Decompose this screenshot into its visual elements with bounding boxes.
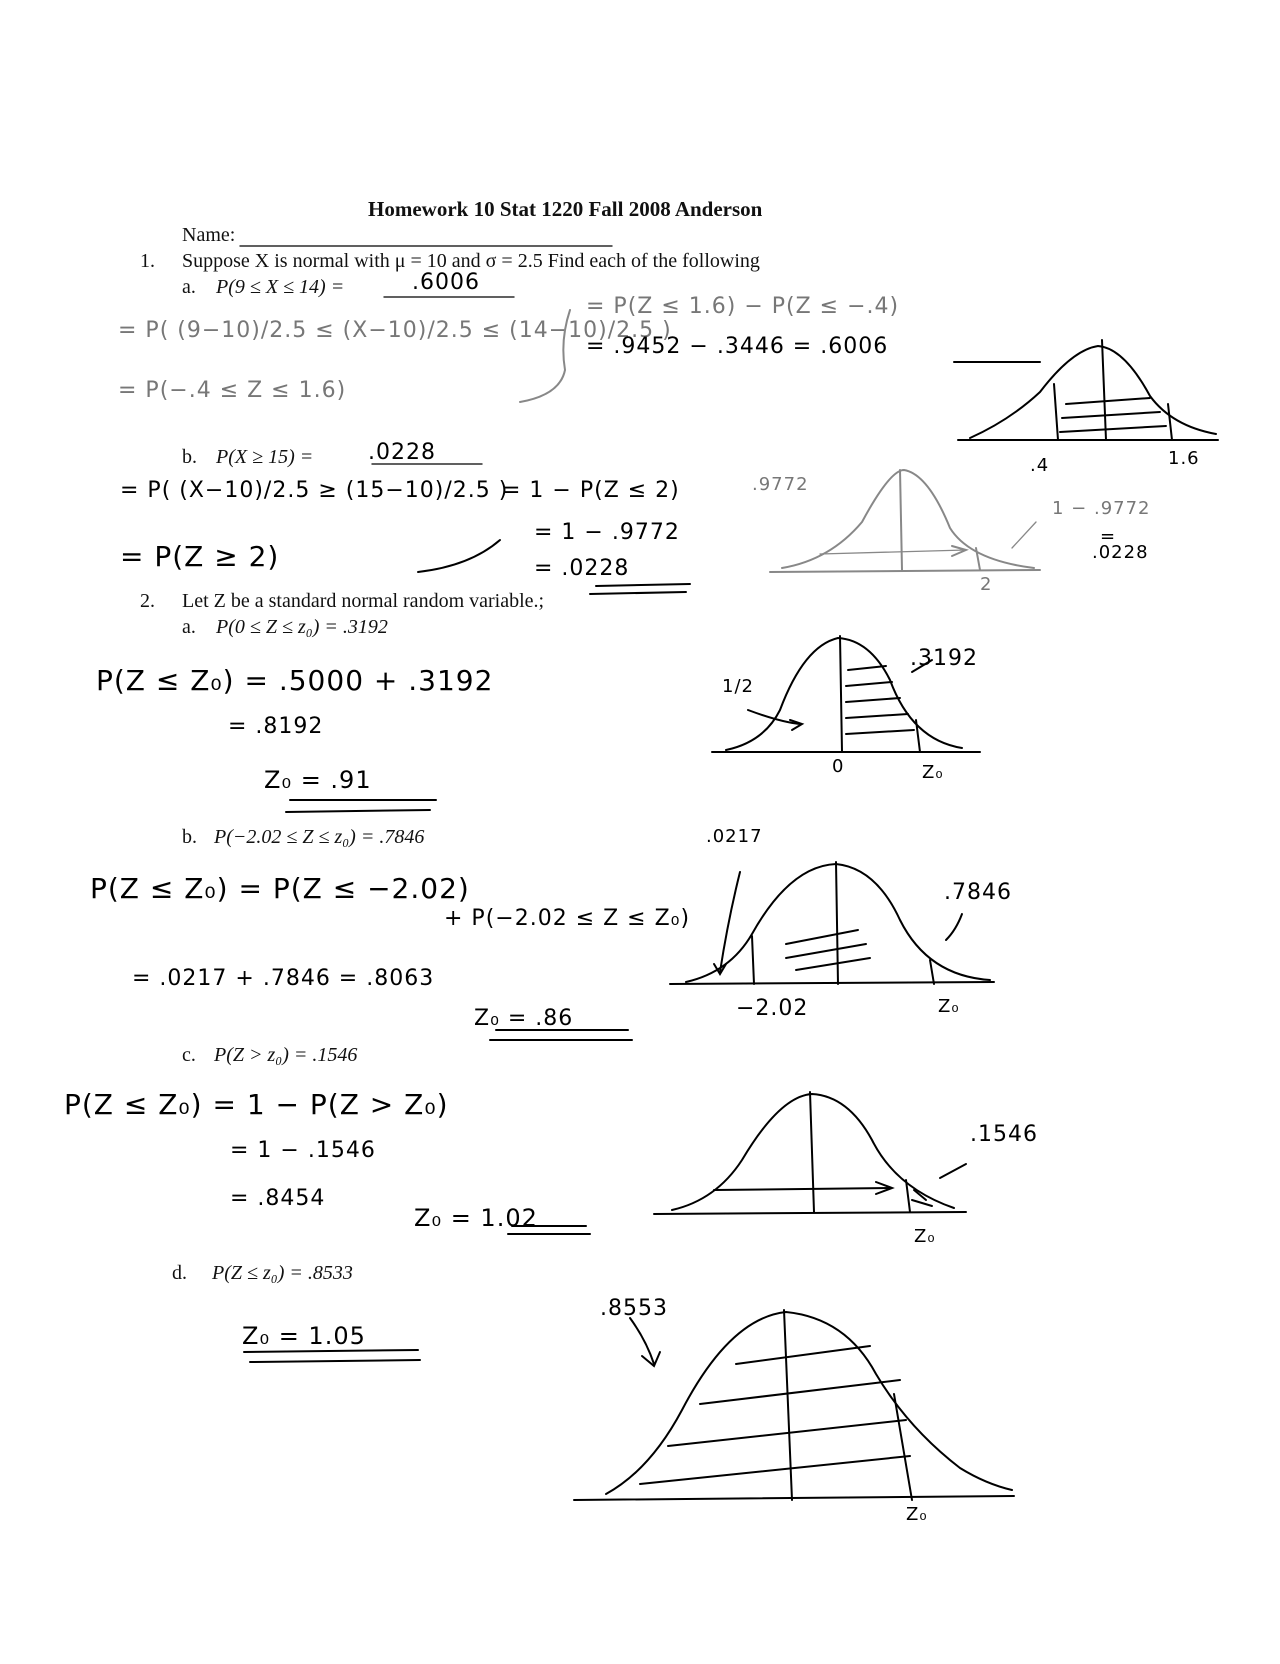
q2a-sketch-label-zero: 0 [832,756,845,777]
q2a-expression: P(0 ≤ Z ≤ z₀) = .3192 [216,616,388,638]
q2-prompt: Let Z be a standard normal random variable.; [182,590,545,612]
q1a-answer: .6006 [412,270,480,295]
q1a-bell-curve [958,340,1218,440]
name-label: Name: [182,224,236,246]
q1a-work-line3: = P(Z ≤ 1.6) − P(Z ≤ −.4) [586,294,900,319]
q1b-work-line3: = 1 − P(Z ≤ 2) [502,478,680,503]
q2b-work-line3: = .0217 + .7846 = .8063 [132,966,435,991]
q2c-expression: P(Z > z₀) = .1546 [214,1044,358,1066]
q1b-answer: .0228 [368,440,436,465]
q2b-expression: P(−2.02 ≤ Z ≤ z₀) = .7846 [214,826,425,848]
q1b-bell-curve [770,470,1040,572]
q2c-work-line1: P(Z ≤ Z₀) = 1 − P(Z > Z₀) [64,1088,449,1121]
q1a-label: a. [182,276,196,298]
q2d-answer: Z₀ = 1.05 [242,1322,366,1350]
q2d-answer-underline-2 [250,1360,420,1362]
q2b-sketch-label-z0: Z₀ [938,996,960,1017]
q2c-sketch-label-area: .1546 [970,1122,1038,1147]
q1a-work-line2: = P(−.4 ≤ Z ≤ 1.6) [118,378,347,403]
q2d-label: d. [172,1262,187,1284]
q2d-answer-underline [244,1350,418,1352]
q1-prompt: Suppose X is normal with μ = 10 and σ = 2.5 Find each of the following [182,250,760,272]
q2d-bell-curve [574,1310,1014,1500]
q1b-work-line2: = P(Z ≥ 2) [120,540,280,573]
q2c-label: c. [182,1044,196,1066]
q2b-sketch-label-area: .7846 [944,880,1012,905]
q1b-sketch-label-tail: .0228 [1092,542,1149,563]
q2c-bell-curve [654,1092,966,1214]
q2d-expression: P(Z ≤ z₀) = .8533 [212,1262,353,1284]
q2b-work-line2: + P(−2.02 ≤ Z ≤ Z₀) [444,906,691,931]
q1b-work-line5: = .0228 [534,556,630,581]
q1b-work-line1: = P( (X−10)/2.5 ≥ (15−10)/2.5 ) [120,478,509,503]
q2c-sketch-label-z0: Z₀ [914,1226,936,1247]
q1b-sketch-label-complement: 1 − .9772 [1052,498,1151,519]
q2c-work-line3: = .8454 [230,1186,326,1211]
q2-number: 2. [140,590,155,612]
q2c-answer: Z₀ = 1.02 [414,1204,538,1232]
page-title: Homework 10 Stat 1220 Fall 2008 Anderson [368,197,763,221]
q1a-bracket [520,310,570,402]
q2b-work-line1: P(Z ≤ Z₀) = P(Z ≤ −2.02) [90,872,470,905]
q1a-work-line1: = P( (9−10)/2.5 ≤ (X−10)/2.5 ≤ (14−10)/2.5 ) [118,318,672,343]
q2a-sketch-label-z0: Z₀ [922,762,944,783]
q1a-sketch-label-left: .4 [1030,455,1050,476]
q1b-label: b. [182,446,197,468]
q2a-sketch-label-half: 1/2 [722,676,754,697]
q1b-result-underline [596,584,690,586]
q2a-sketch-label-area: .3192 [910,646,978,671]
q2a-bell-curve [712,636,980,752]
q1b-sketch-label-left: .9772 [752,474,809,495]
q2a-answer-underline-2 [286,810,430,812]
q2a-work-line2: = .8192 [228,714,324,739]
q2b-label: b. [182,826,197,848]
q1b-result-underline-2 [590,592,686,594]
q1-number: 1. [140,250,155,272]
q2a-label: a. [182,616,196,638]
q2b-bell-curve [670,862,994,984]
q1a-work-line4: = .9452 − .3446 = .6006 [586,334,889,359]
q1b-sketch-label-equals: = [1100,526,1117,547]
q1b-sketch-label-z: 2 [980,574,993,595]
q2b-sketch-label-left: −2.02 [736,996,809,1021]
q2a-work-line1: P(Z ≤ Z₀) = .5000 + .3192 [96,664,494,697]
q2c-work-line2: = 1 − .1546 [230,1138,376,1163]
q2a-answer: Z₀ = .91 [264,766,372,794]
q1b-connector [418,540,500,572]
q2d-sketch-label-area: .8553 [600,1296,668,1321]
q2b-answer: Z₀ = .86 [474,1006,574,1031]
q1b-expression: P(X ≥ 15) = [216,446,314,468]
q1b-work-line4: = 1 − .9772 [534,520,680,545]
q2b-sketch-label-tail: .0217 [706,826,763,847]
q1a-expression: P(9 ≤ X ≤ 14) = [216,276,345,298]
q1a-sketch-label-right: 1.6 [1168,448,1200,469]
q2d-sketch-label-z0: Z₀ [906,1504,928,1525]
